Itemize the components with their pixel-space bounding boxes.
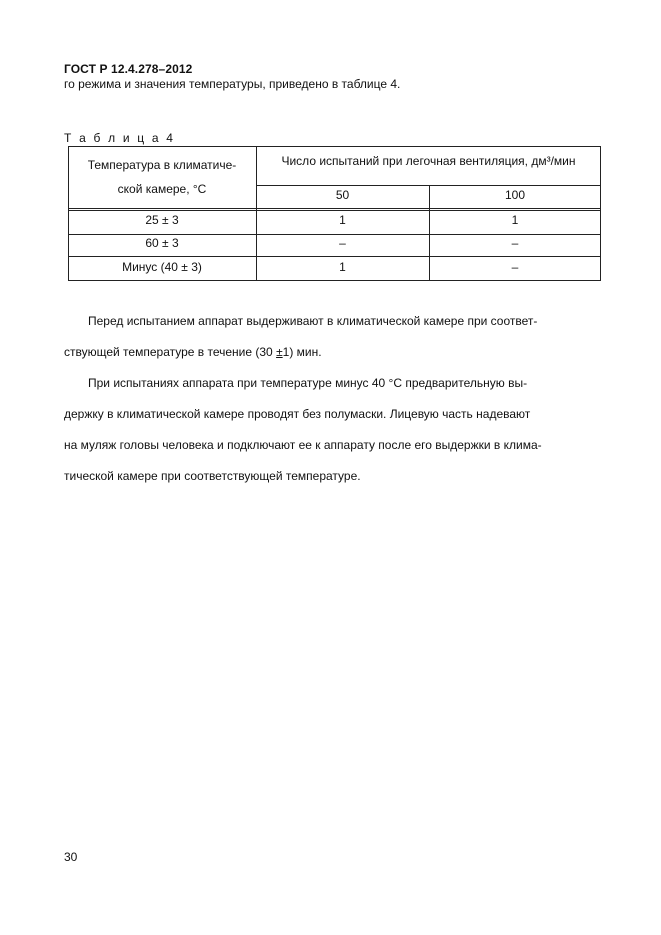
paragraph-1-line-1: Перед испытанием аппарат выдерживают в климатической камере при соответ-: [88, 314, 538, 328]
page-number: 30: [64, 850, 78, 864]
col-group-header: Число испытаний при легочная вентиляция, дм³/мин: [281, 154, 576, 168]
table-row-2-v100: –: [511, 236, 519, 250]
document-code: ГОСТ Р 12.4.278–2012: [64, 62, 193, 76]
continuation-text: го режима и значения температуры, приведено в таблице 4.: [64, 77, 401, 91]
paragraph-1-line-2-b: 1) мин.: [282, 345, 322, 359]
data-table: [68, 146, 601, 281]
paragraph-2-line-3: на муляж головы человека и подключают ее к аппарату после его выдержки в клима-: [64, 438, 542, 452]
table-row-1-temp: 25 ± 3: [145, 213, 179, 227]
paragraph-1-line-2: [64, 337, 602, 368]
table-row-1-v50: 1: [339, 213, 346, 227]
paragraph-2-line-2: держку в климатической камере проводят без полумаски. Лицевую часть надевают: [64, 407, 531, 421]
paragraph-2-line-1: При испытаниях аппарата при температуре минус 40 °С предварительную вы-: [88, 376, 528, 390]
table-row-3-temp: Минус (40 ± 3): [122, 260, 202, 274]
col-header-temperature-line1: Температура в климатиче-: [87, 158, 237, 172]
sub-header-50: 50: [335, 188, 350, 202]
col-header-temperature-line2: ской камере, °С: [117, 182, 207, 196]
table-row-2-v50: –: [339, 236, 346, 250]
paragraph-2-line-4: тической камере при соответствующей температуре.: [64, 469, 361, 483]
table-caption: Т а б л и ц а 4: [64, 131, 176, 145]
paragraph-2: [64, 368, 602, 492]
table-row-3-v50: 1: [339, 260, 346, 274]
paragraph-1-line-2-a: ствующей температуре в течение (30: [64, 345, 277, 359]
paragraph-1: [64, 306, 602, 368]
table-row-2-temp: 60 ± 3: [145, 236, 179, 250]
plus-minus-sign: ±: [276, 345, 283, 359]
table-row-3-v100: –: [511, 260, 519, 274]
table-row-1-v100: 1: [511, 213, 519, 227]
sub-header-100: 100: [504, 188, 526, 202]
